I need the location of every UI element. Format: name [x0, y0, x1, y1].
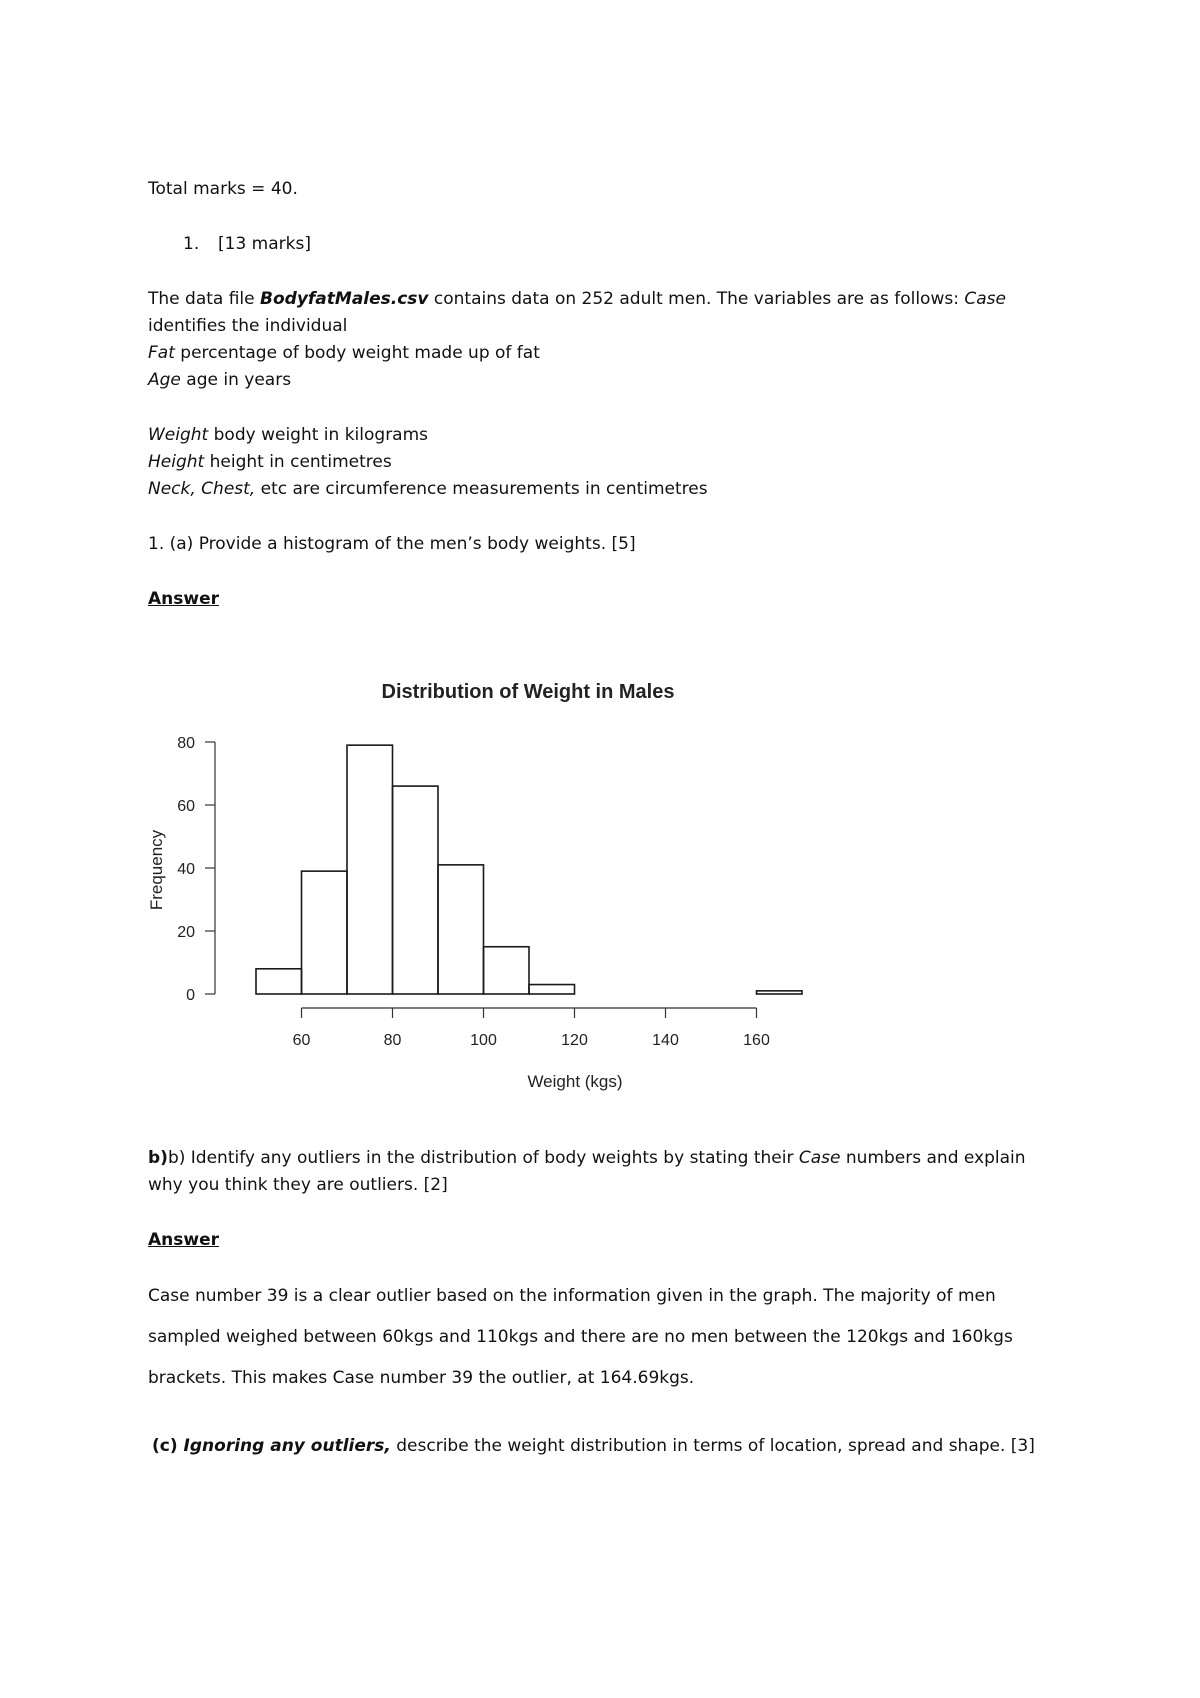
- variable-desc: age in years: [180, 370, 292, 390]
- y-tick-label: 20: [177, 924, 195, 941]
- x-tick-label: 80: [383, 1032, 402, 1049]
- question-marks: [13 marks]: [218, 234, 311, 254]
- part-b-text-end: numbers and explain: [840, 1148, 1026, 1168]
- y-tick-label: 40: [177, 861, 195, 878]
- y-axis: [177, 735, 215, 1004]
- part-b-question-line-2: why you think they are outliers. [2]: [148, 1175, 448, 1195]
- variable-desc: percentage of body weight made up of fat: [174, 343, 540, 363]
- intro-paragraph: [148, 288, 1006, 310]
- histogram-bar: [302, 871, 348, 994]
- histogram-bar: [256, 969, 302, 994]
- data-file-name: BodyfatMales.csv: [260, 289, 429, 309]
- intro-text-pre: The data file: [148, 289, 261, 309]
- x-tick-label: 60: [292, 1032, 311, 1049]
- answer-b-line-2: sampled weighed between 60kgs and 110kgs and there are no men between the 120kgs and 160kgs: [148, 1327, 1013, 1347]
- variable-age: [148, 369, 291, 391]
- part-a-question: 1. (a) Provide a histogram of the men’s body weights. [5]: [148, 534, 636, 554]
- y-tick-label: 0: [186, 987, 195, 1004]
- part-c-question: [152, 1435, 1035, 1457]
- answer-heading-b: Answer: [148, 1230, 219, 1250]
- part-b-case: Case: [798, 1148, 841, 1168]
- weight-histogram: [130, 660, 890, 1100]
- variable-desc: etc are circumference measurements in centimetres: [255, 479, 708, 499]
- variable-name: Age: [148, 370, 181, 390]
- histogram-bar: [529, 985, 575, 994]
- part-c-emphasis: Ignoring any outliers,: [183, 1436, 391, 1456]
- histogram-bars: [256, 745, 802, 994]
- part-b-question-line-1: [148, 1147, 1026, 1169]
- x-tick-label: 100: [470, 1032, 497, 1049]
- variable-weight: [148, 424, 428, 446]
- variable-name: Weight: [148, 425, 209, 445]
- chart-title: Distribution of Weight in Males: [381, 681, 675, 703]
- question-number: 1.: [183, 234, 200, 254]
- part-b-label: b): [148, 1148, 168, 1168]
- y-axis-label: Frequency: [147, 829, 166, 911]
- x-tick-label: 140: [652, 1032, 679, 1049]
- intro-text-mid: contains data on 252 adult men. The variables are as follows:: [428, 289, 965, 309]
- variable-name: Height: [148, 452, 205, 472]
- part-b-text: b) Identify any outliers in the distribution of body weights by stating their: [167, 1148, 799, 1168]
- answer-b-line-3: brackets. This makes Case number 39 the outlier, at 164.69kgs.: [148, 1368, 695, 1388]
- part-c-text: describe the weight distribution in terms of location, spread and shape. [3]: [390, 1436, 1035, 1456]
- variable-fat: [148, 342, 540, 364]
- answer-b-line-1: Case number 39 is a clear outlier based on the information given in the graph. The majority of men: [148, 1286, 996, 1306]
- total-marks: Total marks = 40.: [148, 179, 298, 199]
- variable-case: Case: [964, 289, 1006, 309]
- histogram-bar: [393, 786, 439, 994]
- y-tick-label: 80: [177, 735, 195, 752]
- histogram-bar: [757, 991, 803, 994]
- x-tick-label: 120: [561, 1032, 588, 1049]
- variable-desc: body weight in kilograms: [208, 425, 429, 445]
- part-c-label: (c): [152, 1436, 184, 1456]
- histogram-bar: [347, 745, 393, 994]
- variable-neck-chest: [148, 478, 708, 500]
- variable-name: Fat: [148, 343, 175, 363]
- answer-heading-a: Answer: [148, 589, 219, 609]
- intro-line-2: identifies the individual: [148, 316, 348, 336]
- variable-name: Neck, Chest,: [148, 479, 256, 499]
- histogram-bar: [438, 865, 484, 994]
- y-tick-label: 60: [177, 798, 195, 815]
- x-axis: [293, 1008, 770, 1049]
- histogram-bar: [484, 947, 530, 994]
- variable-height: [148, 451, 392, 473]
- x-axis-label: Weight (kgs): [527, 1072, 623, 1091]
- variable-desc: height in centimetres: [204, 452, 392, 472]
- x-tick-label: 160: [743, 1032, 770, 1049]
